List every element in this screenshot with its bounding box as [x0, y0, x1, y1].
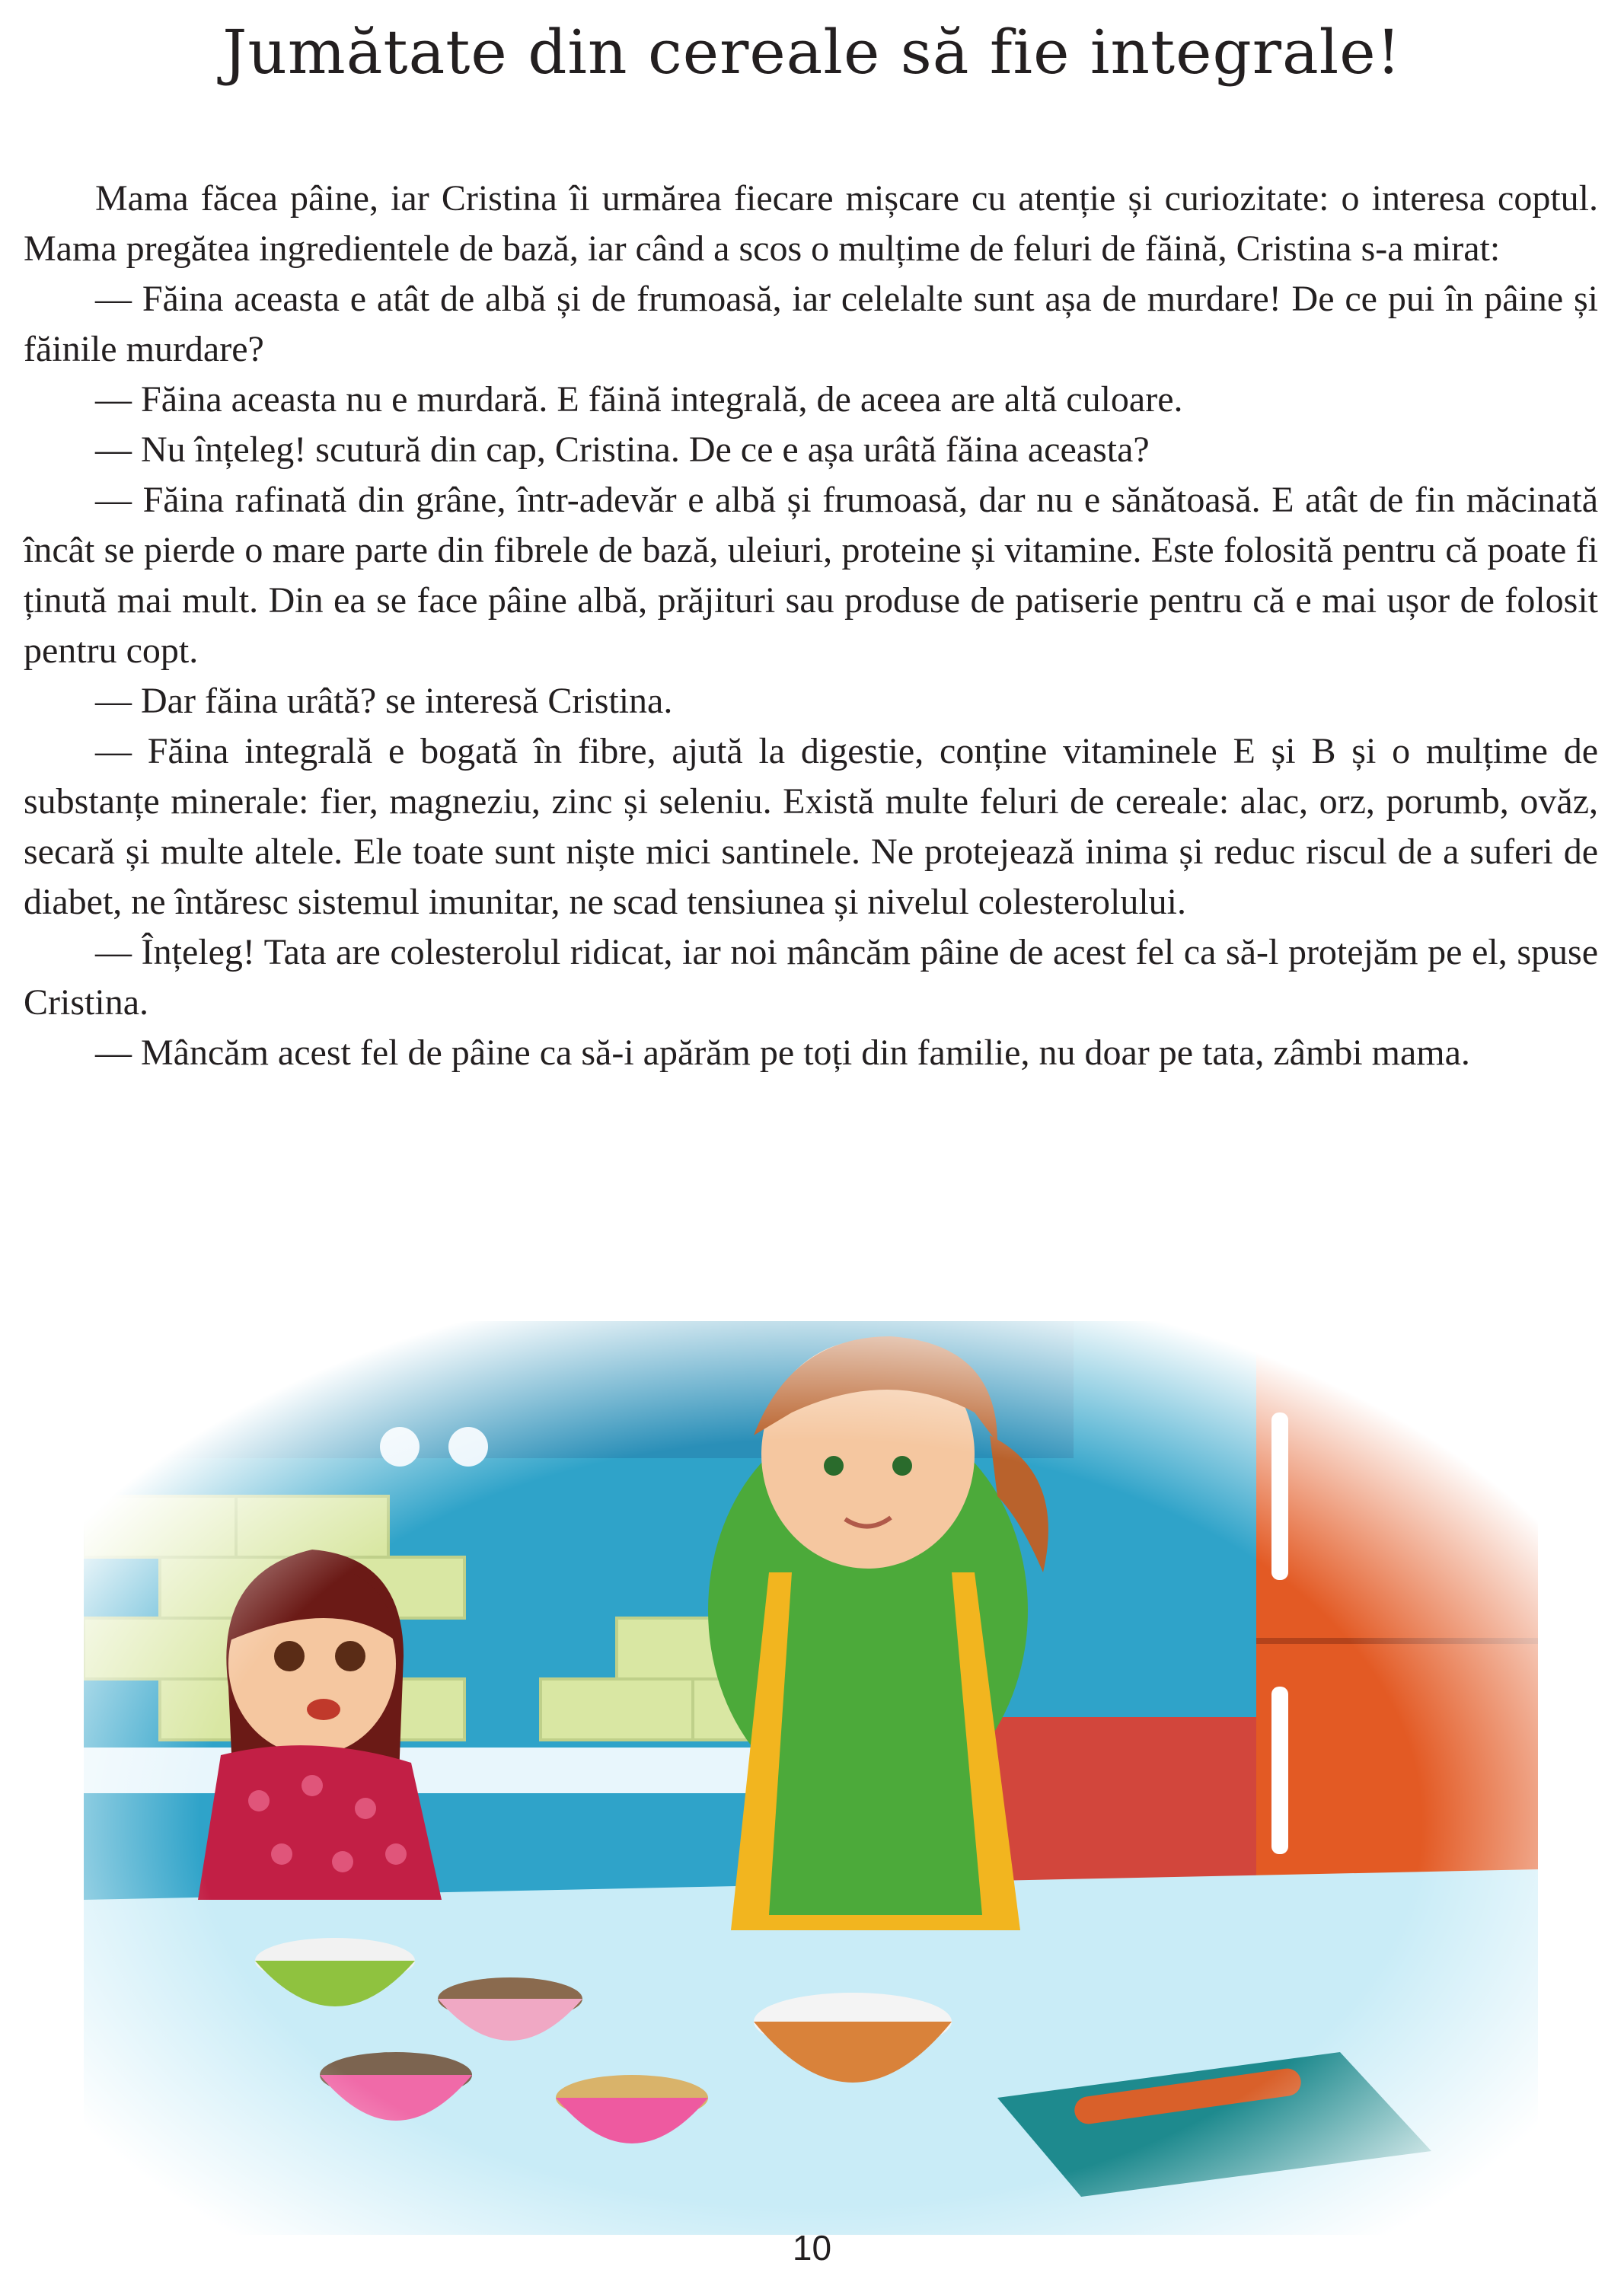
- story-paragraph: — Făina aceasta nu e murdară. E făină integrală, de aceea are altă culoare.: [95, 379, 1183, 420]
- story-paragraph: — Mâncăm acest fel de pâine ca să-i apărăm pe toți din familie, nu doar pe tata, zâmbi mama.: [95, 1033, 1470, 1073]
- story-paragraph: — Dar făina urâtă? se interesă Cristina.: [95, 681, 673, 721]
- story-text: [24, 174, 1598, 1078]
- page-title: Jumătate din cereale să fie integrale!: [222, 17, 1402, 88]
- story-paragraph: — Făina integrală e bogată în fibre, ajută la digestie, conține vitaminele E și B și o mulțime de substanțe minerale: fier, magneziu, zinc și seleniu. Există multe feluri de cereale: alac, orz, porumb, ovăz, secară și multe altele. Ele toate sunt niște mici santinele. Ne protejează inima și reduc riscul de a suferi de diabet, ne întăresc sistemul imunitar, ne scad tensiunea și nivelul colesterolului.: [24, 731, 1598, 922]
- page-number: 10: [792, 2228, 832, 2268]
- story-paragraph: — Înțeleg! Tata are colesterolul ridicat, iar noi mâncăm pâine de acest fel ca să-l protejăm pe el, spuse Cristina.: [24, 932, 1598, 1023]
- kitchen-illustration: [84, 1321, 1538, 2235]
- story-paragraph: — Făina aceasta e atât de albă și de frumoasă, iar celelalte sunt așa de murdare! De ce pui în pâine și făinile murdare?: [24, 279, 1598, 369]
- story-paragraph: Mama făcea pâine, iar Cristina îi urmărea fiecare mișcare cu atenție și curiozitate: o interesa coptul. Mama pregătea ingredientele de bază, iar când a scos o mulțime de feluri de făină, Cristina s-a mirat:: [24, 178, 1598, 269]
- story-paragraph: — Nu înțeleg! scutură din cap, Cristina. De ce e așa urâtă făina aceasta?: [95, 429, 1150, 470]
- story-paragraph: — Făina rafinată din grâne, într-adevăr e albă și frumoasă, dar nu e sănătoasă. E atât de fin măcinată încât se pierde o mare parte din fibrele de bază, uleiuri, proteine și vitamine. Este folosită pentru că poate fi ținută mai mult. Din ea se face pâine albă, prăjituri sau produse de patiserie pentru că e mai ușor de folosit pentru copt.: [24, 480, 1598, 671]
